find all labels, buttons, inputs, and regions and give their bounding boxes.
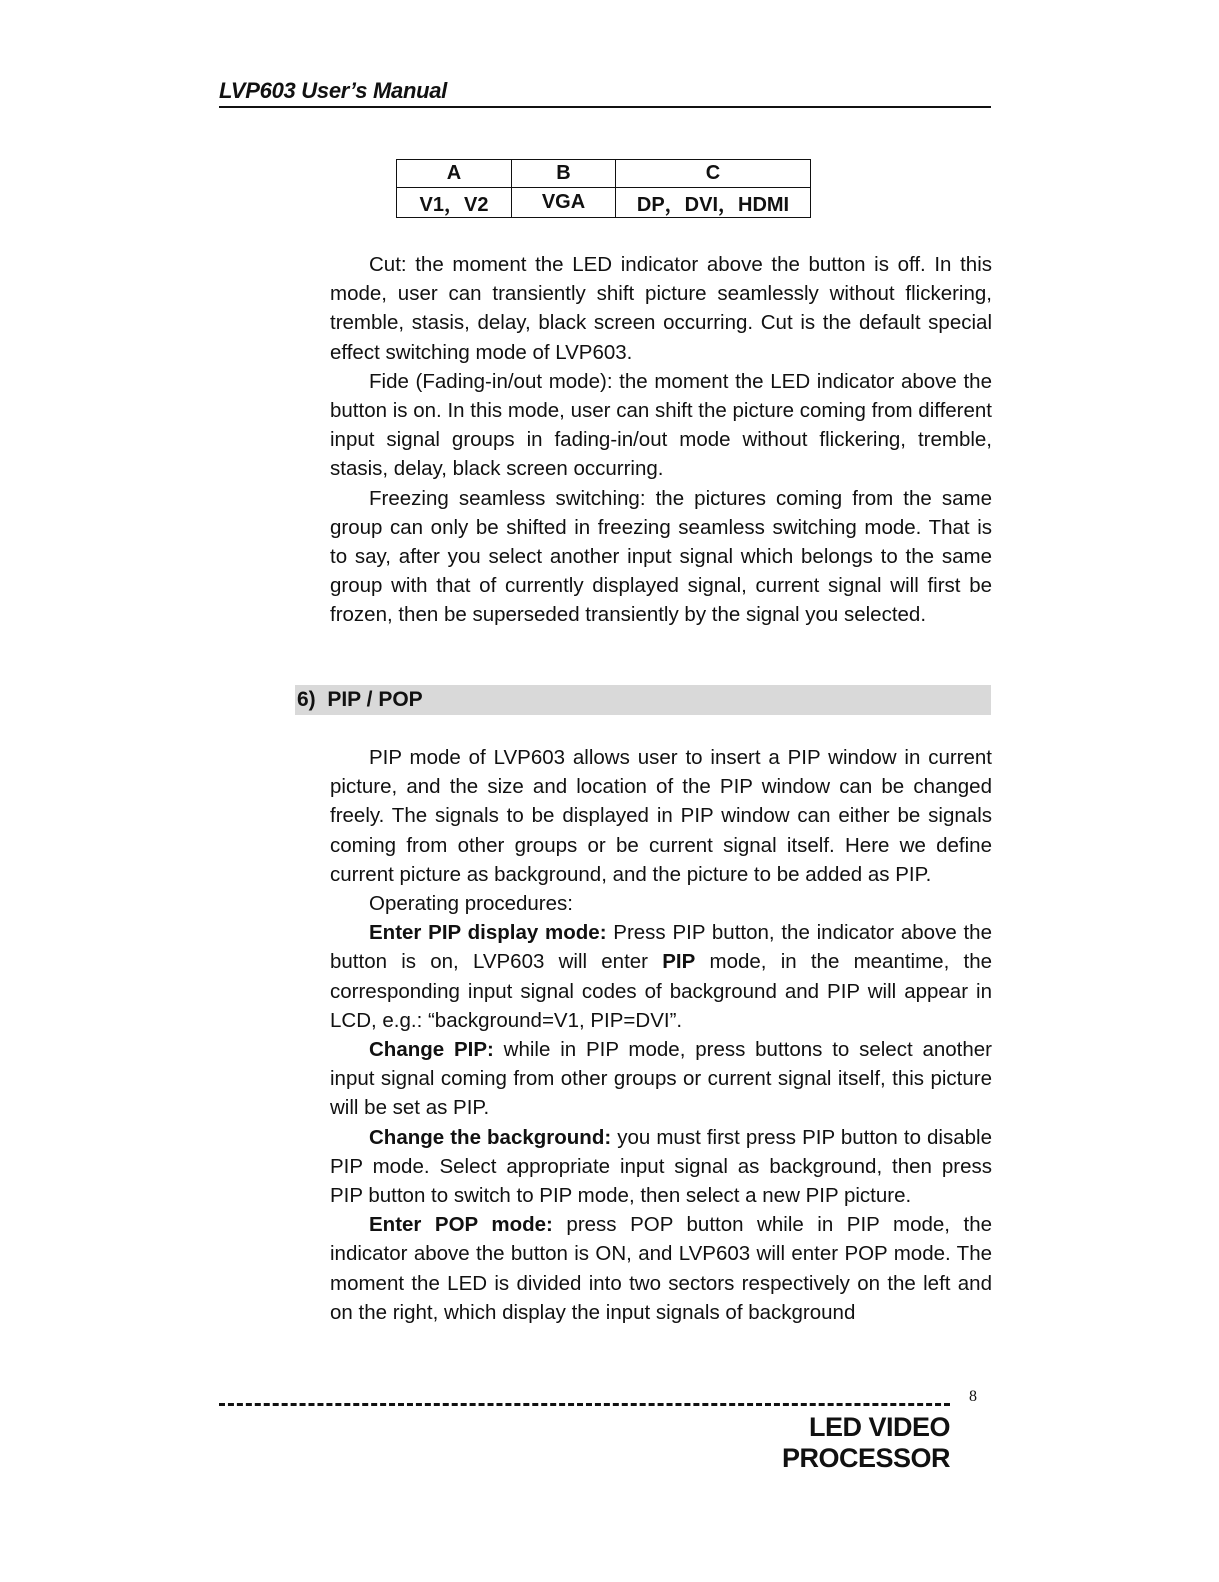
pip-emphasis: PIP (662, 950, 696, 974)
change-pip-text: while in PIP mode, press buttons to select another input signal coming from other groups or current signal itself, this picture will be set as PIP. (330, 1038, 992, 1120)
enter-pip-text-continued: mode, in the meantime, the corresponding input signal codes of background and PIP will appear in LCD, e.g.: “background=V1, PIP=DVI”. (330, 950, 992, 1032)
signal-group-table (396, 159, 811, 218)
change-pip-paragraph (330, 1035, 992, 1123)
table-cell: DP，DVI，HDMI (616, 188, 811, 218)
enter-pop-label: Enter POP mode: (369, 1213, 553, 1237)
page-number: 8 (969, 1388, 977, 1405)
footer-rule (219, 1403, 950, 1406)
change-background-label: Change the background: (369, 1125, 612, 1149)
enter-pip-text: Press PIP button, the indicator above the button is on, LVP603 will enter (330, 921, 992, 974)
cut-mode-paragraph: Cut: the moment the LED indicator above the button is off. In this mode, user can transiently shift picture seamlessly without flickering, tremble, stasis, delay, black screen occurring. Cut is the default special effect switching mode of LVP603. (330, 253, 992, 364)
fade-mode-paragraph: Fide (Fading-in/out mode): the moment the LED indicator above the button is on. In this mode, user can shift the picture coming from different input signal groups in fading-in/out mode without flickering, tremble, stasis, delay, black screen occurring. (330, 369, 992, 481)
operating-procedures-paragraph: Operating procedures: (369, 892, 573, 916)
table-header-cell: C (616, 160, 811, 188)
enter-pop-text: press POP button while in PIP mode, the indicator above the button is ON, and LVP603 will enter POP mode. The moment the LED is divided into two sectors respectively on the left and on the right, which display the input signals of background (330, 1213, 992, 1324)
change-background-text: you must first press PIP button to disable PIP mode. Select appropriate input signal as background, then press PIP button to switch to PIP mode, then select a new PIP picture. (330, 1125, 992, 1208)
enter-pip-label: Enter PIP display mode: (369, 921, 607, 945)
enter-pop-paragraph (330, 1210, 992, 1327)
change-background-paragraph (330, 1123, 992, 1211)
header-rule (219, 106, 991, 108)
table-header-row (397, 160, 811, 188)
table-cell: VGA (512, 188, 616, 218)
freeze-mode-paragraph: Freezing seamless switching: the pictures coming from the same group can only be shifted in freezing seamless switching mode. That is to say, after you select another input signal which belongs to the same group with that of currently displayed signal, current signal will first be frozen, then be superseded transiently by the signal you selected. (330, 486, 992, 627)
table-header-cell: A (397, 160, 512, 188)
change-pip-label: Change PIP: (369, 1038, 494, 1062)
pip-intro-paragraph: PIP mode of LVP603 allows user to insert a PIP window in current picture, and the size and location of the PIP window can be changed freely. The signals to be displayed in PIP window can either be signals coming from other groups or be current signal itself. Here we define current picture as background, and the picture to be added as PIP. (330, 746, 992, 886)
table-header-cell: B (512, 160, 616, 188)
pip-pop-text (330, 743, 992, 1327)
enter-pip-paragraph (330, 918, 992, 1035)
table-row (397, 188, 811, 218)
footer-title: LED VIDEO PROCESSOR (781, 1412, 950, 1473)
table-cell: V1，V2 (397, 188, 512, 218)
header-title: LVP603 User’s Manual (219, 78, 447, 103)
section-heading: 6) PIP / POP (297, 688, 423, 711)
switching-modes-text (330, 250, 992, 630)
